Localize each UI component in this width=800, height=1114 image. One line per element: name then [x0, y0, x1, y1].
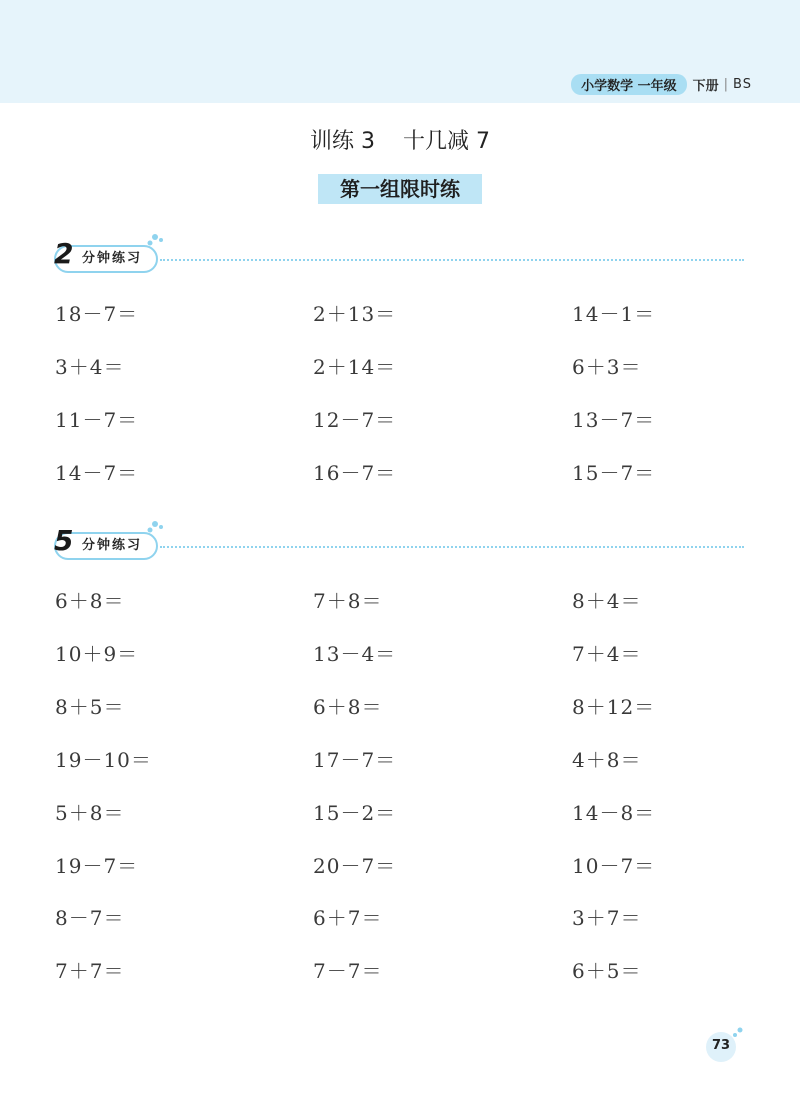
splash-icon: [146, 518, 164, 534]
section-label: 分钟练习: [82, 538, 143, 553]
arithmetic-problem: 14－1＝: [572, 302, 656, 326]
arithmetic-problem: 6＋7＝: [313, 906, 383, 931]
book-series: 小学数学 一年级: [571, 74, 687, 95]
arithmetic-problem: 8＋5＝: [55, 694, 125, 719]
arithmetic-problem: 2＋14＝: [313, 354, 397, 379]
arithmetic-problem: 20－7＝: [313, 853, 397, 878]
arithmetic-problem: 6＋8＝: [55, 589, 125, 613]
section-number: 5: [54, 524, 74, 557]
arithmetic-problem: 2＋13＝: [313, 302, 397, 326]
arithmetic-problem: 3＋4＝: [55, 354, 125, 379]
arithmetic-problem: 16－7＝: [313, 460, 397, 485]
arithmetic-problem: 15－2＝: [313, 800, 397, 825]
arithmetic-problem: 15－7＝: [572, 460, 656, 485]
page-number-badge: [704, 1026, 744, 1066]
arithmetic-problem: 11－7＝: [55, 407, 139, 432]
arithmetic-problem: 14－7＝: [55, 460, 139, 485]
arithmetic-problem: 18－7＝: [55, 302, 139, 326]
page-number: 73: [711, 1038, 731, 1053]
book-tag: [571, 74, 752, 94]
arithmetic-problem: 10＋9＝: [55, 641, 139, 666]
arithmetic-problem: 3＋7＝: [572, 906, 642, 931]
arithmetic-problem: 19－10＝: [55, 747, 152, 772]
arithmetic-problem: 7＋8＝: [313, 589, 383, 613]
section-header-2: [50, 524, 750, 560]
section-label: 分钟练习: [82, 251, 143, 266]
arithmetic-problem: 7－7＝: [313, 959, 383, 984]
arithmetic-problem: 6＋5＝: [572, 959, 642, 984]
book-volume: 下册: [692, 78, 719, 94]
arithmetic-problem: 6＋8＝: [313, 694, 383, 719]
dotted-rule: [160, 546, 744, 548]
arithmetic-problem: 5＋8＝: [55, 800, 125, 825]
arithmetic-problem: 8＋4＝: [572, 589, 642, 613]
splash-icon: [732, 1026, 744, 1038]
arithmetic-problem: 4＋8＝: [572, 747, 642, 772]
arithmetic-problem: 19－7＝: [55, 853, 139, 878]
group-title: 第一组限时练: [318, 174, 482, 204]
arithmetic-problem: 10－7＝: [572, 853, 656, 878]
splash-icon: [146, 231, 164, 247]
section-number: 2: [54, 237, 74, 270]
arithmetic-problem: 7＋4＝: [572, 641, 642, 666]
arithmetic-problem: 6＋3＝: [572, 354, 642, 379]
arithmetic-problem: 14－8＝: [572, 800, 656, 825]
arithmetic-problem: 17－7＝: [313, 747, 397, 772]
arithmetic-problem: 7＋7＝: [55, 959, 125, 984]
book-separator: |: [723, 76, 729, 92]
arithmetic-problem: 12－7＝: [313, 407, 397, 432]
lesson-title: 训练 3 十几减 7: [310, 129, 490, 154]
arithmetic-problem: 13－7＝: [572, 407, 656, 432]
arithmetic-problem: 8＋12＝: [572, 694, 656, 719]
arithmetic-problem: 8－7＝: [55, 906, 125, 931]
arithmetic-problem: 13－4＝: [313, 641, 397, 666]
book-edition: BS: [733, 76, 752, 92]
section-header-1: [50, 237, 750, 273]
dotted-rule: [160, 259, 744, 261]
